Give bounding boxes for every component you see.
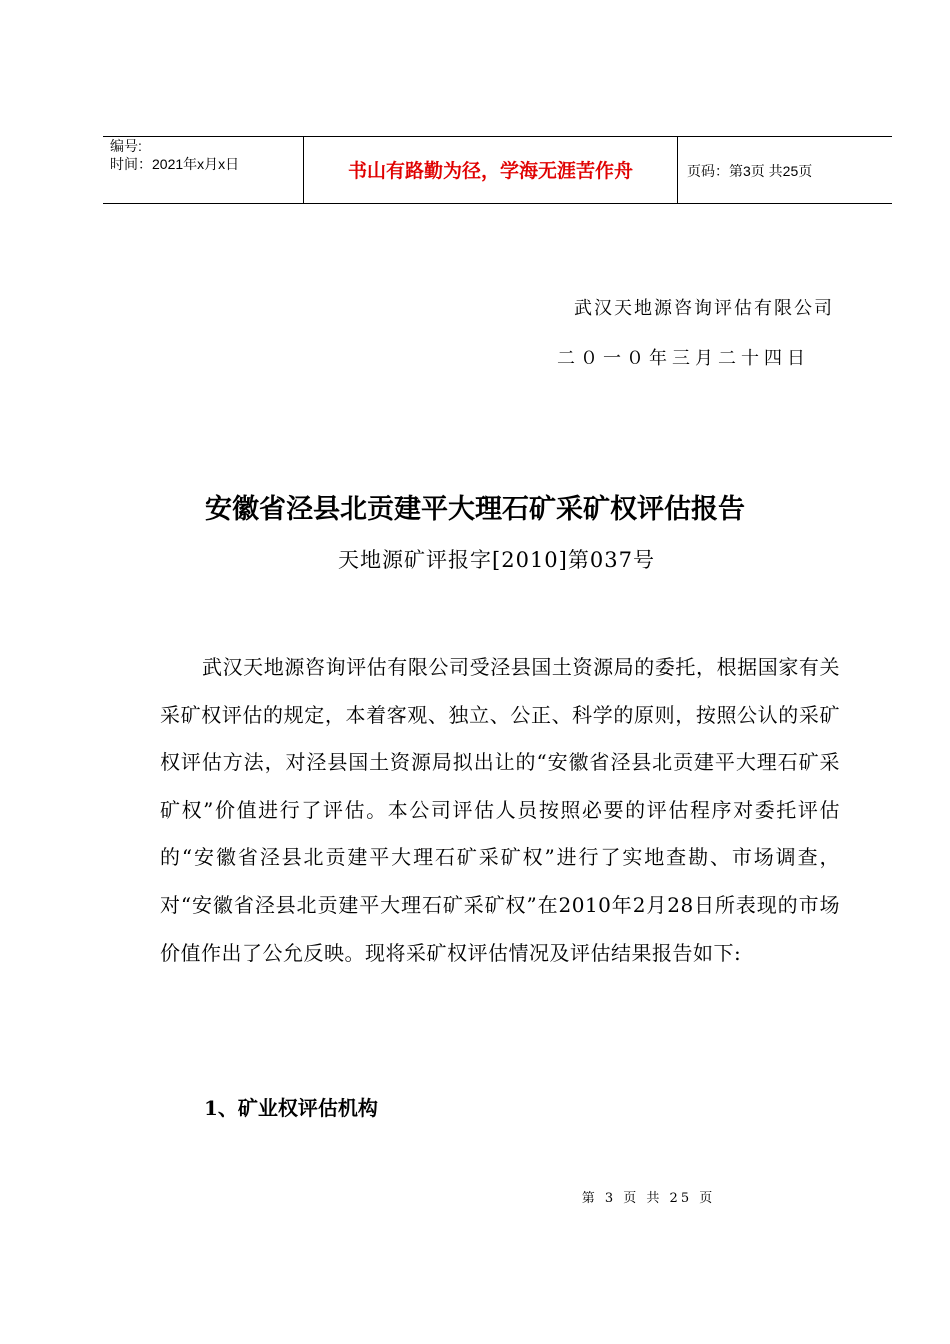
header-page-label: 页码：第3页 共25页 — [687, 163, 813, 179]
report-title: 安徽省泾县北贡建平大理石矿采矿权评估报告 — [205, 494, 745, 525]
signature-company: 武汉天地源咨询评估有限公司 — [574, 298, 834, 319]
report-doc-number: 天地源矿评报字[2010]第037号 — [338, 548, 655, 572]
time-label: 时间：2021年x月x日 — [110, 156, 240, 172]
page-footer: 第 3 页 共 25 页 — [581, 1191, 716, 1206]
header-page-cell — [678, 137, 892, 203]
header-motto-cell — [304, 137, 678, 203]
header-info-cell — [103, 137, 304, 203]
report-body-paragraph: 武汉天地源咨询评估有限公司受泾县国土资源局的委托，根据国家有关采矿权评估的规定，本着客观、独立、公正、科学的原则，按照公认的采矿权评估方法，对泾县国土资源局拟出让的“安徽省泾县北贡建平大理石矿采矿权”价值进行了评估。本公司评估人员按照必要的评估程序对委托评估的“安徽省泾县北贡建平大理石矿采矿权”进行了实地查勘、市场调查，对“安徽省泾县北贡建平大理石矿采矿权”在2010年2月28日所表现的市场价值作出了公允反映。现将采矿权评估情况及评估结果报告如下: — [160, 655, 840, 965]
section-heading: 1、矿业权评估机构 — [204, 1096, 378, 1120]
header-motto: 书山有路勤为径，学海无涯苦作舟 — [347, 161, 633, 182]
number-label: 编号: — [110, 138, 142, 154]
signature-date: 二０一０年三月二十四日 — [557, 348, 810, 369]
page-header — [103, 136, 892, 204]
